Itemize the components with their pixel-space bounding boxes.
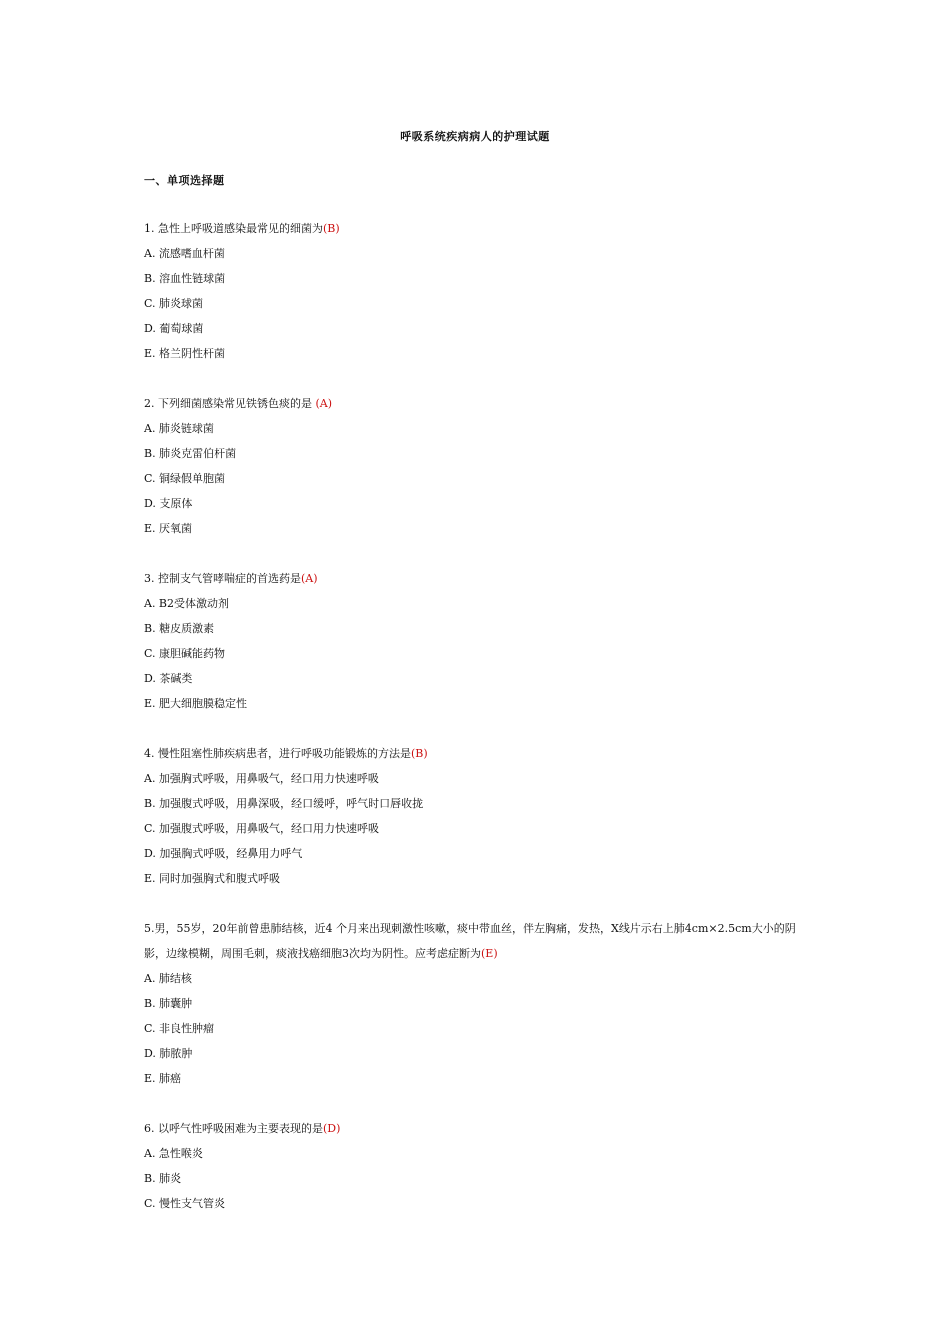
answer-option: B. 肺炎克雷伯杆菌: [144, 447, 237, 460]
answer-option: D. 加强胸式呼吸，经鼻用力呼气: [144, 847, 303, 860]
question-1: [144, 216, 814, 366]
answer-option: C. 铜绿假单胞菌: [144, 472, 226, 485]
answer-option: C. 慢性支气管炎: [144, 1197, 226, 1210]
answer-option: D. 葡萄球菌: [144, 322, 204, 335]
answer-option: A. 肺炎链球菌: [144, 422, 214, 435]
page-title: 呼吸系统疾病病人的护理试题: [400, 130, 550, 143]
answer-option: E. 同时加强胸式和腹式呼吸: [144, 872, 281, 885]
answer-option: A. 肺结核: [144, 972, 192, 985]
answer-option: E. 肥大细胞膜稳定性: [144, 697, 248, 710]
question-6: [144, 1116, 814, 1216]
answer-option: A. 加强胸式呼吸，用鼻吸气，经口用力快速呼吸: [144, 772, 379, 785]
answer-option: A. 流感嗜血杆菌: [144, 247, 225, 260]
answer-option: C. 康胆碱能药物: [144, 647, 226, 660]
answer-option: B. 糖皮质激素: [144, 622, 215, 635]
answer-option: B. 肺炎: [144, 1172, 182, 1185]
answer-key: (D): [323, 1122, 341, 1135]
question-4: [144, 741, 814, 891]
question-stem-text: 1. 急性上呼吸道感染最常见的细菌为: [144, 222, 323, 235]
answer-option: D. 茶碱类: [144, 672, 193, 685]
answer-key: (A): [301, 572, 318, 585]
question-stem: [144, 391, 814, 416]
question-stem: [144, 566, 814, 591]
question-3: [144, 566, 814, 716]
question-5: [144, 916, 814, 1091]
answer-option: B. 肺囊肿: [144, 997, 193, 1010]
question-list: [144, 216, 814, 1241]
question-stem-text: 3. 控制支气管哮喘症的首选药是: [144, 572, 301, 585]
answer-option: D. 肺脓肿: [144, 1047, 193, 1060]
answer-option: A. 急性喉炎: [144, 1147, 203, 1160]
answer-option: C. 肺炎球菌: [144, 297, 204, 310]
answer-option: B. 加强腹式呼吸，用鼻深吸，经口缓呼，呼气时口唇收拢: [144, 797, 424, 810]
question-stem-text: 6. 以呼气性呼吸困难为主要表现的是: [144, 1122, 323, 1135]
question-stem: [144, 916, 814, 966]
question-stem: [144, 741, 814, 766]
answer-option: D. 支原体: [144, 497, 193, 510]
answer-option: B. 溶血性链球菌: [144, 272, 226, 285]
answer-key: (E): [481, 947, 498, 960]
answer-option: C. 加强腹式呼吸，用鼻吸气，经口用力快速呼吸: [144, 822, 380, 835]
question-2: [144, 391, 814, 541]
question-stem-text: 2. 下列细菌感染常见铁锈色痰的是: [144, 397, 316, 410]
question-stem: [144, 216, 814, 241]
answer-key: (B): [411, 747, 428, 760]
section-heading: 一、单项选择题: [144, 174, 225, 187]
answer-option: C. 非良性肿瘤: [144, 1022, 215, 1035]
answer-option: E. 肺癌: [144, 1072, 182, 1085]
answer-option: E. 厌氧菌: [144, 522, 193, 535]
answer-option: A. B2受体激动剂: [144, 597, 230, 610]
answer-key: (A): [315, 397, 333, 410]
answer-option: E. 格兰阴性杆菌: [144, 347, 226, 360]
question-stem-text: 5.男，55岁，20年前曾患肺结核，近4 个月来出现刺激性咳嗽，痰中带血丝，伴左胸痛，发热，X线片示右上肺4cm×2.5cm大小的阴影，边缘模糊，周围毛刺，痰液找癌细胞3次均为阴性。应考虑症断为: [144, 922, 796, 960]
question-stem-text: 4. 慢性阻塞性肺疾病患者，进行呼吸功能锻炼的方法是: [144, 747, 411, 760]
question-stem: [144, 1116, 814, 1141]
answer-key: (B): [323, 222, 340, 235]
